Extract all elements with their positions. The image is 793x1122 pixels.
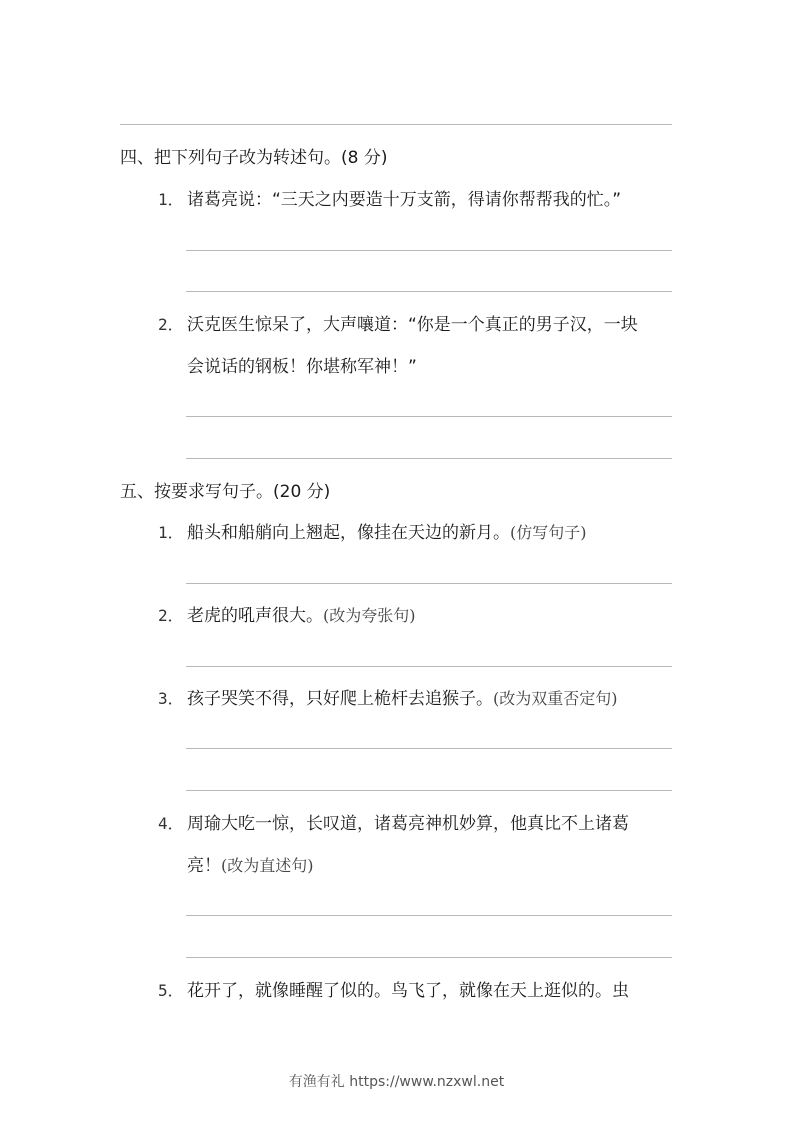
question-text: [187, 522, 587, 544]
answer-line[interactable]: [186, 748, 672, 749]
question-text: 沃克医生惊呆了，大声嚷道：“你是一个真正的男子汉，一块: [187, 315, 638, 335]
question-number: 1．: [158, 523, 184, 542]
answer-line[interactable]: [186, 583, 672, 584]
question-sentence: 老虎的吼声很大。: [187, 606, 323, 626]
answer-line[interactable]: [186, 915, 672, 916]
answer-line[interactable]: [186, 790, 672, 791]
question-number: 4．: [158, 814, 184, 833]
answer-line[interactable]: [186, 957, 672, 958]
question-hint: (改为夸张句): [323, 606, 416, 625]
question-sentence: 船头和船艄向上翘起，像挂在天边的新月。: [187, 523, 510, 543]
question-hint: (改为双重否定句): [493, 689, 618, 708]
answer-line[interactable]: [186, 458, 672, 459]
question-text: 花开了，就像睡醒了似的。鸟飞了，就像在天上逛似的。虫: [187, 981, 629, 1001]
question-sentence: 孩子哭笑不得，只好爬上桅杆去追猴子。: [187, 689, 493, 709]
answer-line[interactable]: [186, 291, 672, 292]
question-number: 2．: [158, 606, 184, 625]
answer-line[interactable]: [186, 250, 672, 251]
question-text: 周瑜大吃一惊，长叹道，诸葛亮神机妙算，他真比不上诸葛: [187, 814, 629, 834]
question-number: 3．: [158, 689, 184, 708]
question-hint: (改为直述句): [221, 856, 314, 875]
question-number: 1．: [158, 190, 184, 209]
answer-line[interactable]: [186, 666, 672, 667]
section-heading: 五、按要求写句子。(20 分): [120, 482, 331, 502]
question-text: [187, 605, 416, 627]
question-number: 5．: [158, 981, 184, 1000]
section-heading: 四、把下列句子改为转述句。(8 分): [120, 148, 388, 168]
question-text: 诸葛亮说：“三天之内要造十万支箭，得请你帮帮我的忙。”: [187, 190, 622, 210]
question-number: 2．: [158, 315, 184, 334]
question-hint: (仿写句子): [510, 523, 587, 542]
footer-watermark: 有渔有礼 https://www.nzxwl.net: [288, 1074, 505, 1090]
question-text: [187, 688, 618, 710]
answer-line[interactable]: [120, 124, 672, 125]
answer-line[interactable]: [186, 416, 672, 417]
question-text-continued: 会说话的钢板！你堪称军神！”: [187, 357, 417, 377]
question-sentence: 亮！: [187, 856, 221, 876]
question-text-continued: [187, 855, 314, 877]
